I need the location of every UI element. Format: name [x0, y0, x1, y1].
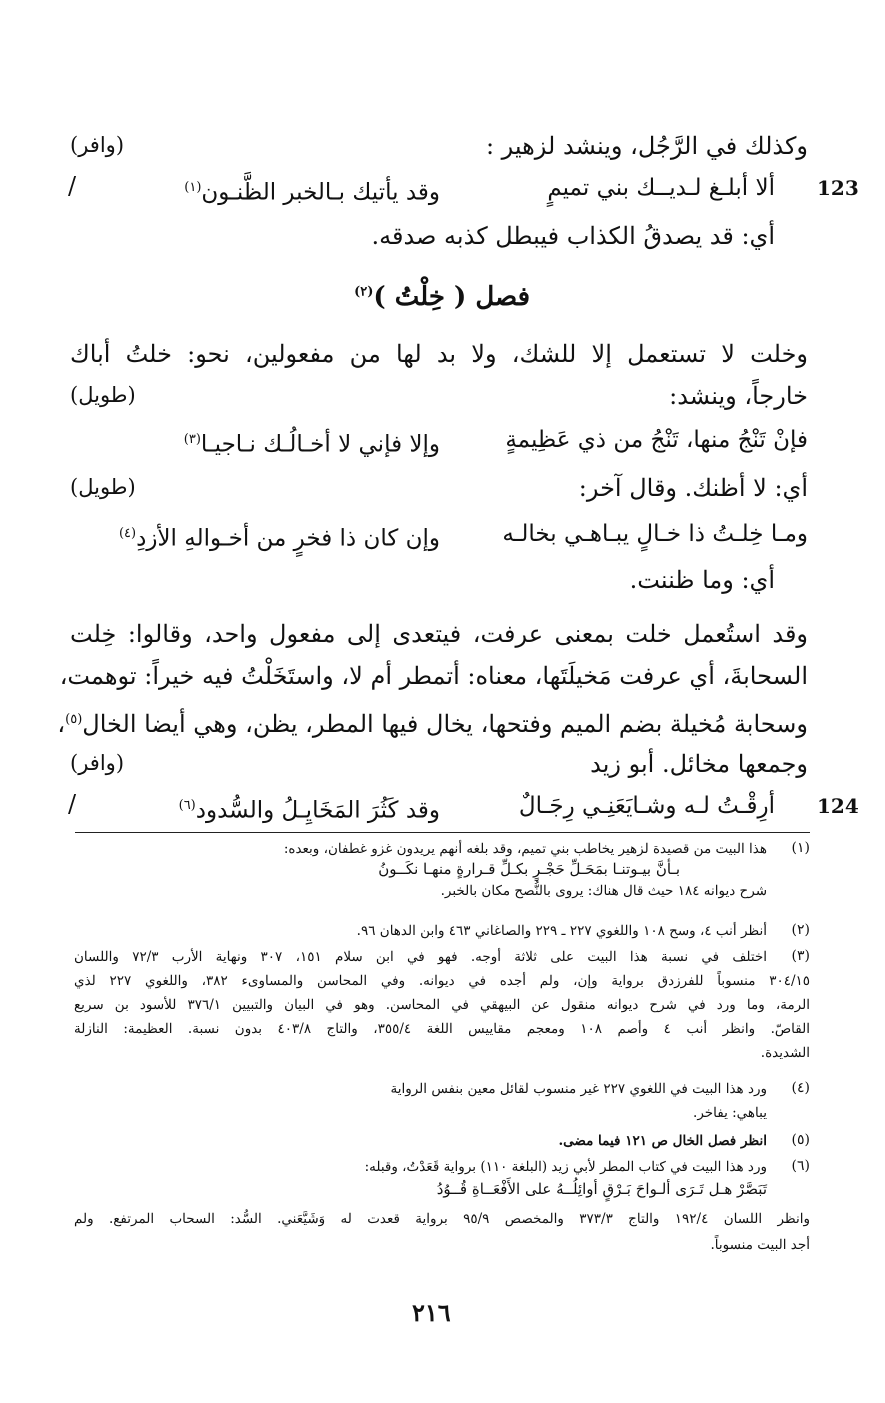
- footnote-line: وانظر اللسان ١٩٢/٤ والتاج ٣٧٣/٣ والمخصص ٩٥/٩ برواية قعدت له وَشَيَّعَني. السُّد: السحاب المرتفع. ولم: [74, 1211, 810, 1227]
- page-number: ٢١٦: [412, 1298, 451, 1327]
- meter-label: (طويل): [70, 383, 136, 407]
- footnote-line: الرمة، وما ورد في شرح ديوانه منقول عن البيهقي في المحاسن. وهو في البيان والتبيين ٣٧٦/١ للأسود بن سريع: [74, 997, 810, 1013]
- paragraph-line: وجمعها مخائل. أبو زيد: [590, 750, 808, 778]
- footnote-line: القاصّ. وانظر أنب ٤ وأصم ١٠٨ ومعجم مقاييس اللغة ٣٥٥/٤، والتاج ٤٠٣/٨ بدون نسبة. العظيمة: النازلة: [74, 1021, 810, 1037]
- section-heading: [354, 282, 530, 312]
- verse-hemistich-second: [119, 518, 440, 555]
- footnote-number: (٤): [791, 1080, 810, 1096]
- footnote-number: (١): [791, 840, 810, 856]
- hemistich-text: وقد يأتيك بـالخبر الظَّنـون: [201, 179, 440, 206]
- footnote-line: شرح ديوانه ١٨٤ حيث قال هناك: يروى بالنُّصح مكان بالخبر.: [440, 883, 767, 899]
- footnote-line: يباهي: يفاخر.: [693, 1105, 767, 1121]
- paragraph-line: خارجاً، وينشد:: [669, 382, 808, 410]
- hemistich-text: وإن كان ذا فخرٍ من أخـوالهِ الأزدِ: [136, 525, 440, 552]
- gloss-line: أي: لا أظنك. وقال آخر:: [578, 474, 808, 502]
- verse-hemistich-first: ألا أبلـغ لـديــك بني تميمٍ: [547, 175, 775, 201]
- footnote-line: اختلف في نسبة هذا البيت على ثلاثة أوجه. فهو في ابن سلام ١٥١، ٣٠٧ ونهاية الأرب ٧٢/٣ واللسان: [74, 949, 767, 965]
- verse-hemistich-second: [184, 424, 440, 461]
- heading-text: فصل ( خِلْتُ ): [373, 282, 530, 312]
- verse-slash: /: [68, 790, 77, 818]
- footnote-rule: [75, 832, 810, 833]
- footnote-verse: تَبَصَّرْ هـل تَـرَى ألـواحَ بَـرْقٍ أوائِلُــهُ على الأَفْعَــاةِ قُــوُدُ: [436, 1180, 767, 1198]
- footnote-line: الشديدة.: [760, 1045, 810, 1061]
- verse-hemistich-first: فإنْ تَنْجُ منها، تَنْجُ من ذي عَظِيمةٍ: [505, 427, 808, 453]
- gloss-line: أي: وما ظننت.: [629, 566, 775, 594]
- footnote-line: ورد هذا البيت في كتاب المطر لأبي زيد (البلغة ١١٠) برواية قَعَدْتُ، وقبله:: [364, 1159, 767, 1175]
- footnote-ref: (١): [184, 180, 202, 195]
- footnote-line: هذا البيت من قصيدة لزهير يخاطب بني تميم، وقد بلغه أنهم يريدون غزو غطفان، وبعده:: [283, 841, 767, 857]
- verse-hemistich-first: أرِقْـتُ لـه وشـايَعَنِـي رِجَـالٌ: [518, 793, 775, 819]
- footnote-number: (٦): [791, 1158, 810, 1174]
- verse-slash: /: [68, 172, 77, 200]
- footnote-ref: (٦): [178, 798, 196, 813]
- verse-number: 123: [817, 176, 859, 200]
- meter-label: (وافر): [70, 133, 125, 157]
- intro-line: وكذلك في الرَّجُل، وينشد لزهير :: [485, 132, 808, 160]
- paragraph-line: السحابةَ، أي عرفت مَخيلَتَها، معناه: أتمطر أم لا، واستَخَلْتُ فيه خيراً: توهمت،: [59, 662, 808, 690]
- paragraph-line: وقد استُعمل خلت بمعنى عرفت، فيتعدى إلى مفعول واحد، وقالوا: خِلت: [70, 620, 808, 648]
- footnote-verse: بـأنَّ بيـوتنـا بمَحَـلِّ حَجْـرٍ بكـلِّ قـرارةٍ منهـا نكَــونُ: [378, 860, 680, 878]
- footnote-ref: (٢): [354, 284, 374, 300]
- footnote-line: انظر فصل الخال ص ١٢١ فيما مضى.: [558, 1133, 767, 1149]
- footnote-number: (٢): [791, 922, 810, 938]
- comma: ،: [57, 710, 66, 738]
- footnote-number: (٥): [791, 1132, 810, 1148]
- footnote-ref: (٤): [118, 526, 137, 541]
- line-text: وسحابة مُخيلة بضم الميم وفتحها، يخال فيها المطر، يظن، وهي أيضا الخال: [82, 710, 808, 738]
- paragraph-line: [57, 704, 808, 740]
- footnote-ref: (٥): [65, 712, 83, 727]
- footnote-line: ورد هذا البيت في اللغوي ٢٢٧ غير منسوب لقائل معين بنفس الرواية: [390, 1081, 767, 1097]
- gloss-line: أي: قد يصدقُ الكذاب فيبطل كذبه صدقه.: [371, 222, 775, 250]
- verse-hemistich-first: ومـا خِلـتُ ذا خـالٍ يبـاهـي بخالـه: [502, 521, 808, 547]
- verse-number: 124: [817, 794, 859, 818]
- verse-hemistich-second: [184, 172, 440, 209]
- footnote-line: ٣٠٤/١٥ منسوباً للفرزدق برواية وإن، ولم أجده في ديوانه. وفي المحاسن والمساوىء ٣٨٢، واللغوي ٢٢٧ لذي: [74, 973, 810, 989]
- footnote-ref: (٣): [183, 432, 201, 447]
- footnote-line: أنظر أنب ٤، وسح ١٠٨ واللغوي ٢٢٧ ـ ٢٢٩ والصاغاني ٤٦٣ وابن الدهان ٩٦.: [356, 923, 767, 939]
- verse-hemistich-second: [179, 790, 440, 827]
- footnote-line: أجد البيت منسوباً.: [710, 1237, 810, 1253]
- meter-label: (طويل): [70, 475, 136, 499]
- footnote-number: (٣): [791, 948, 810, 964]
- hemistich-text: وقد كَثُرَ المَخَايِـلُ والسُّدود: [195, 797, 440, 824]
- paragraph-line: وخلت لا تستعمل إلا للشك، ولا بد لها من مفعولين، نحو: خلتُ أباك: [70, 340, 808, 368]
- hemistich-text: وإلا فإني لا أخـالُـك نـاجيـا: [200, 431, 440, 458]
- meter-label: (وافر): [70, 751, 125, 775]
